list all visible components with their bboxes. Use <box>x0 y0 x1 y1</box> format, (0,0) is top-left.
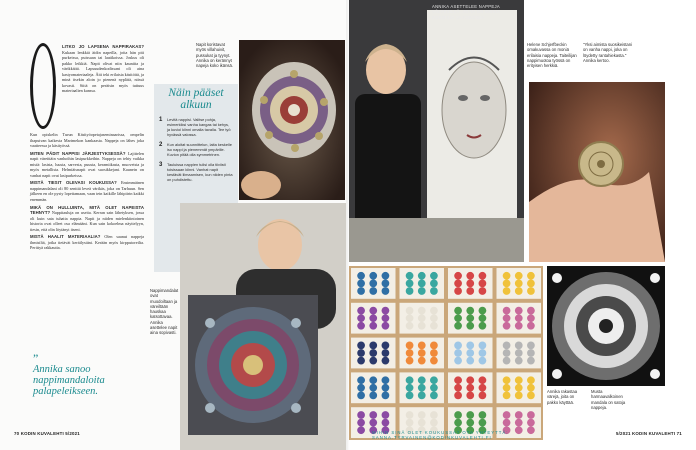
button-dot <box>503 322 511 330</box>
button-dot <box>527 322 535 330</box>
photo-caption-4: "Yksi aimista suosikeistani on vanha nappi, joka on löydetty rantahiekasta." Annika kertoo. <box>583 42 632 63</box>
button-dot <box>503 384 511 392</box>
button-dot <box>369 411 377 419</box>
button-dot <box>479 357 487 365</box>
button-dot <box>515 287 523 295</box>
button-dot <box>418 384 426 392</box>
button-dot <box>406 342 414 350</box>
button-dot <box>466 322 474 330</box>
button-dot <box>466 349 474 357</box>
button-dot <box>515 349 523 357</box>
button-dot <box>454 357 462 365</box>
button-dot <box>382 349 390 357</box>
button-dot <box>406 272 414 280</box>
button-dot <box>382 280 390 288</box>
button-dot <box>357 322 365 330</box>
button-dot <box>430 314 438 322</box>
grey-mandala-illustration <box>547 266 665 386</box>
button-dot <box>357 384 365 392</box>
button-dot <box>357 419 365 427</box>
question: MISTÄ TIESIT OLEVASI KOUKUSSA? <box>30 180 117 186</box>
button-dot <box>406 392 414 400</box>
button-dot <box>430 357 438 365</box>
button-dot <box>430 419 438 427</box>
drop-cap-o <box>30 43 56 129</box>
button-dot <box>357 411 365 419</box>
button-dot <box>382 376 390 384</box>
button-dot <box>418 322 426 330</box>
button-dot <box>430 322 438 330</box>
tips-title: Näin pääset alkuun <box>168 87 224 111</box>
button-dot <box>406 349 414 357</box>
button-dot <box>454 411 462 419</box>
button-dot <box>454 376 462 384</box>
button-dot <box>369 272 377 280</box>
button-dot <box>503 287 511 295</box>
question: MISTÄ HAALIT MATERIAALIA? <box>30 234 101 240</box>
button-dot <box>454 287 462 295</box>
button-dot <box>527 384 535 392</box>
button-dot <box>369 349 377 357</box>
button-dot <box>454 384 462 392</box>
button-drawers-illustration <box>349 266 543 440</box>
photo-caption-1: Napit koristavat myös villahuivit, pussukat ja tyynyt. Annika on kerännyt napeja koko ikänsä. <box>196 42 234 69</box>
button-dot <box>503 307 511 315</box>
button-dot <box>418 392 426 400</box>
button-dot <box>369 357 377 365</box>
button-dot <box>357 426 365 434</box>
answer: Kun opiskelin Turun Käsityöopetajaseminaarissa, ompelin ihaputvan kaikesta Marimekon kankaasta. Nappeja on lähes joka vaatteessa ja käsityössä. <box>30 132 144 149</box>
button-dot <box>382 272 390 280</box>
button-dot <box>515 384 523 392</box>
button-dot <box>369 280 377 288</box>
button-dot <box>357 287 365 295</box>
question: MIKÄ ON HULLUINTA, MITÄ OLET NAPEISTA TEHNYT? <box>30 204 144 216</box>
button-dot <box>479 280 487 288</box>
button-dot <box>527 349 535 357</box>
button-dot <box>430 376 438 384</box>
button-dot <box>357 342 365 350</box>
button-dot <box>454 307 462 315</box>
woman-mandala-illustration <box>180 203 346 450</box>
button-dot <box>503 411 511 419</box>
button-dot <box>369 287 377 295</box>
button-dot <box>382 287 390 295</box>
photo-button-drawers <box>349 266 543 440</box>
button-dot <box>515 419 523 427</box>
button-dot <box>466 376 474 384</box>
button-dot <box>515 314 523 322</box>
button-dot <box>527 307 535 315</box>
button-dot <box>418 411 426 419</box>
button-dot <box>515 307 523 315</box>
button-dot <box>479 322 487 330</box>
button-dot <box>430 272 438 280</box>
button-dot <box>357 314 365 322</box>
button-dot <box>369 392 377 400</box>
button-dot <box>479 342 487 350</box>
button-dot <box>503 357 511 365</box>
button-dot <box>515 357 523 365</box>
button-dot <box>382 384 390 392</box>
button-dot <box>454 322 462 330</box>
button-dot <box>527 357 535 365</box>
quote-mark: ” <box>33 351 39 365</box>
photo-woman-portrait <box>349 0 524 262</box>
button-dot <box>382 411 390 419</box>
photo-woman-mandala <box>180 203 346 450</box>
button-dot <box>357 357 365 365</box>
button-dot <box>382 342 390 350</box>
button-dot <box>406 419 414 427</box>
button-dot <box>369 419 377 427</box>
button-dot <box>454 392 462 400</box>
tip-number: 3 <box>159 162 163 168</box>
button-dot <box>503 342 511 350</box>
button-dot <box>466 280 474 288</box>
button-dot <box>479 411 487 419</box>
question: LITKO JO LAPSENA NAPPIRAKAS? <box>62 44 144 49</box>
tip-item <box>159 117 233 137</box>
button-dot <box>418 307 426 315</box>
button-dot <box>466 357 474 365</box>
photo-caption-3: Helene Schjerfbeckin omakuvassa on moniä erilaisia nappeja. Taiteilijan nappimuotoa työssä on erityisen herkkiä. <box>527 42 577 69</box>
button-dot <box>418 349 426 357</box>
button-dot <box>382 419 390 427</box>
answer: Kukaan lenkkiä äidin napeilla, joita hän piti purkeissa, puissaan tai laatikoissa. Joskus oli pakko leikkiä. Napit olivat niin kauniita ja värikkäitä. Lapsuudenkodissani oli aina kastyomateriaaleja. Äiti teki erilaisia käsitöitä, ja minä itsekin aloin jo pienenä nyplätä, niissä kovasti. Siitä on peräisin myös tuttuus materiaalien kanssa. <box>62 49 144 94</box>
button-dot <box>515 322 523 330</box>
button-dot <box>503 376 511 384</box>
button-dot <box>503 392 511 400</box>
button-dot <box>357 280 365 288</box>
button-dot <box>406 357 414 365</box>
button-dot <box>357 349 365 357</box>
button-dot <box>466 392 474 400</box>
tip-text: Kun aloitat suunnittelun, laita keskelle iso nappi ja pienemmät ympärille. Kuvion pitää olla symmetrinen. <box>167 142 232 157</box>
brooch-illustration <box>239 40 345 200</box>
button-dot <box>454 272 462 280</box>
photo-grey-mandala <box>547 266 665 386</box>
button-dot <box>479 307 487 315</box>
tip-text: Levitä nappisi. Valitse pohja, esimerkiksi vanha kangas tai kehys, ja kuvioi kiinni omalla tavalla. Tee työ hyvässä valossa. <box>167 117 231 137</box>
button-dot <box>479 392 487 400</box>
button-dot <box>454 342 462 350</box>
button-dot <box>430 307 438 315</box>
button-dot <box>527 272 535 280</box>
button-dot <box>515 342 523 350</box>
button-dot <box>527 342 535 350</box>
button-dot <box>418 272 426 280</box>
button-dot <box>479 384 487 392</box>
body-column-main <box>30 132 144 253</box>
folio-right: 5/2021 KODIN KUVALEHTI 71 <box>616 431 682 436</box>
button-dot <box>527 392 535 400</box>
button-dot <box>369 384 377 392</box>
button-dot <box>418 314 426 322</box>
button-dot <box>515 272 523 280</box>
button-dot <box>418 419 426 427</box>
button-dot <box>430 349 438 357</box>
button-dot <box>418 287 426 295</box>
button-dot <box>454 349 462 357</box>
button-dot <box>430 411 438 419</box>
photo-caption-7: Musta harmaavalkoinen mandala on satoja nappeja. <box>591 389 626 410</box>
button-dot <box>515 411 523 419</box>
button-dot <box>382 392 390 400</box>
button-dot <box>357 392 365 400</box>
button-dot <box>369 342 377 350</box>
button-dot <box>479 376 487 384</box>
button-dot <box>382 322 390 330</box>
button-dot <box>454 280 462 288</box>
button-dot <box>406 322 414 330</box>
button-dot <box>406 314 414 322</box>
button-dot <box>527 287 535 295</box>
photo-brooch <box>239 40 345 200</box>
button-dot <box>454 419 462 427</box>
button-dot <box>357 376 365 384</box>
button-dot <box>466 307 474 315</box>
folio-left: 70 KODIN KUVALEHTI 5/2021 <box>14 431 80 436</box>
portrait-illustration <box>349 0 524 262</box>
button-dot <box>479 314 487 322</box>
button-dot <box>406 411 414 419</box>
button-dot <box>479 419 487 427</box>
button-dot <box>479 272 487 280</box>
photo-hand-button <box>529 82 665 262</box>
button-dot <box>406 384 414 392</box>
tip-item <box>159 162 233 182</box>
answer: Olen saanut nappeja ihmisiltä, jotka tietävät keräilystäni. Kerään myös kirpputoreilta. Perittyä rakkautta. <box>30 234 145 251</box>
button-dot <box>406 307 414 315</box>
button-dot <box>503 349 511 357</box>
photo-caption-5: Nappimandalat ovat muodoiltaan ja väreiltään hauskaa katsottavaa. Annika asettelee napit aina sopivasti. <box>150 288 179 336</box>
button-dot <box>466 411 474 419</box>
button-dot <box>382 357 390 365</box>
button-dot <box>466 342 474 350</box>
photo-caption-6: Annika rakastaa värejä, joita on pakko käyttää. <box>547 389 578 405</box>
pull-quote: Annika sanoo nappimandaloita palapeleikseen. <box>33 364 105 397</box>
button-dot <box>418 280 426 288</box>
tip-item <box>159 142 233 157</box>
button-dot <box>515 376 523 384</box>
button-dot <box>430 384 438 392</box>
button-dot <box>527 419 535 427</box>
tip-text: Tauluissa nappien tulisi olla tiiviisti toisissaan kiinni. Vanhat napit kestävät liimaamisen, kun niiden pinta on puhdistettu. <box>167 162 233 182</box>
button-dot <box>479 287 487 295</box>
button-dot <box>357 272 365 280</box>
button-dot <box>418 342 426 350</box>
button-dot <box>466 287 474 295</box>
button-dot <box>430 342 438 350</box>
button-dot <box>503 272 511 280</box>
button-dot <box>430 392 438 400</box>
button-dot <box>369 314 377 322</box>
button-dot <box>466 419 474 427</box>
button-dot <box>454 314 462 322</box>
button-dot <box>527 411 535 419</box>
button-dot <box>515 392 523 400</box>
button-dot <box>430 287 438 295</box>
button-dot <box>503 419 511 427</box>
answer: Nappitauluja on useita. Kerran sain lähetyksen, jossa oli kuin sata tuhatta nappia. Napit ja niiden mielenkiintoinen historia ovat olleet osa elämääni. Kun sain kokoelma näyttelyyn, tiesin, että olin löytänyt itseni. <box>30 210 144 232</box>
button-dot <box>430 280 438 288</box>
button-dot <box>418 376 426 384</box>
answer: Lajittelen napit väreittäin vanhoihin lasipurkkeihin. Nappeja on tehty vaikka mistä: lasista, luusta, sarvesta, puusta, keramiikasta, muoveista ja myös metallista. Helmiäisnapit ovat suosikkejani. Kaunein on vanhat napit ovat lasipurkeissa. <box>30 150 144 178</box>
tip-number: 2 <box>159 142 163 148</box>
hand-button-illustration <box>529 82 665 262</box>
contact-footer: MIHIN SINÄ OLET KOUKUSSA? OTA YHTEYTTÄ: SANNA.TYRVAINEN@KODINKUVALEHTI.FI <box>372 430 509 440</box>
button-dot <box>515 280 523 288</box>
button-dot <box>369 322 377 330</box>
button-dot <box>466 384 474 392</box>
tip-number: 1 <box>159 117 163 123</box>
button-dot <box>503 280 511 288</box>
button-dot <box>466 272 474 280</box>
button-dot <box>466 314 474 322</box>
button-dot <box>382 307 390 315</box>
answer: Ensimmäinen nappimandalani oli 80 senttiä leveä värikäs, joka on Tarhuun. Sen jälkeen en ole pysty lopettamaan, vaan tein kaikille lähipiirin kaikki enemmän. <box>30 180 145 203</box>
button-dot <box>527 280 535 288</box>
button-dot <box>418 357 426 365</box>
button-dot <box>503 314 511 322</box>
button-dot <box>527 376 535 384</box>
button-dot <box>479 349 487 357</box>
button-dot <box>382 314 390 322</box>
button-dot <box>527 314 535 322</box>
button-dot <box>406 287 414 295</box>
button-dot <box>369 307 377 315</box>
button-dot <box>357 307 365 315</box>
button-dot <box>406 280 414 288</box>
photo-caption-2: ANNIKA ASETTELEE NAPPEJA VÄLYKSILLÄ, JOITA ON MONIA KOKOISIA JA KOKOISIA. <box>432 4 501 20</box>
question: MITEN PÄDIT NAPPISI JÄRJESTYKSESSÄ? <box>30 150 126 156</box>
body-column-top <box>62 44 144 96</box>
button-dot <box>369 376 377 384</box>
button-dot <box>406 376 414 384</box>
